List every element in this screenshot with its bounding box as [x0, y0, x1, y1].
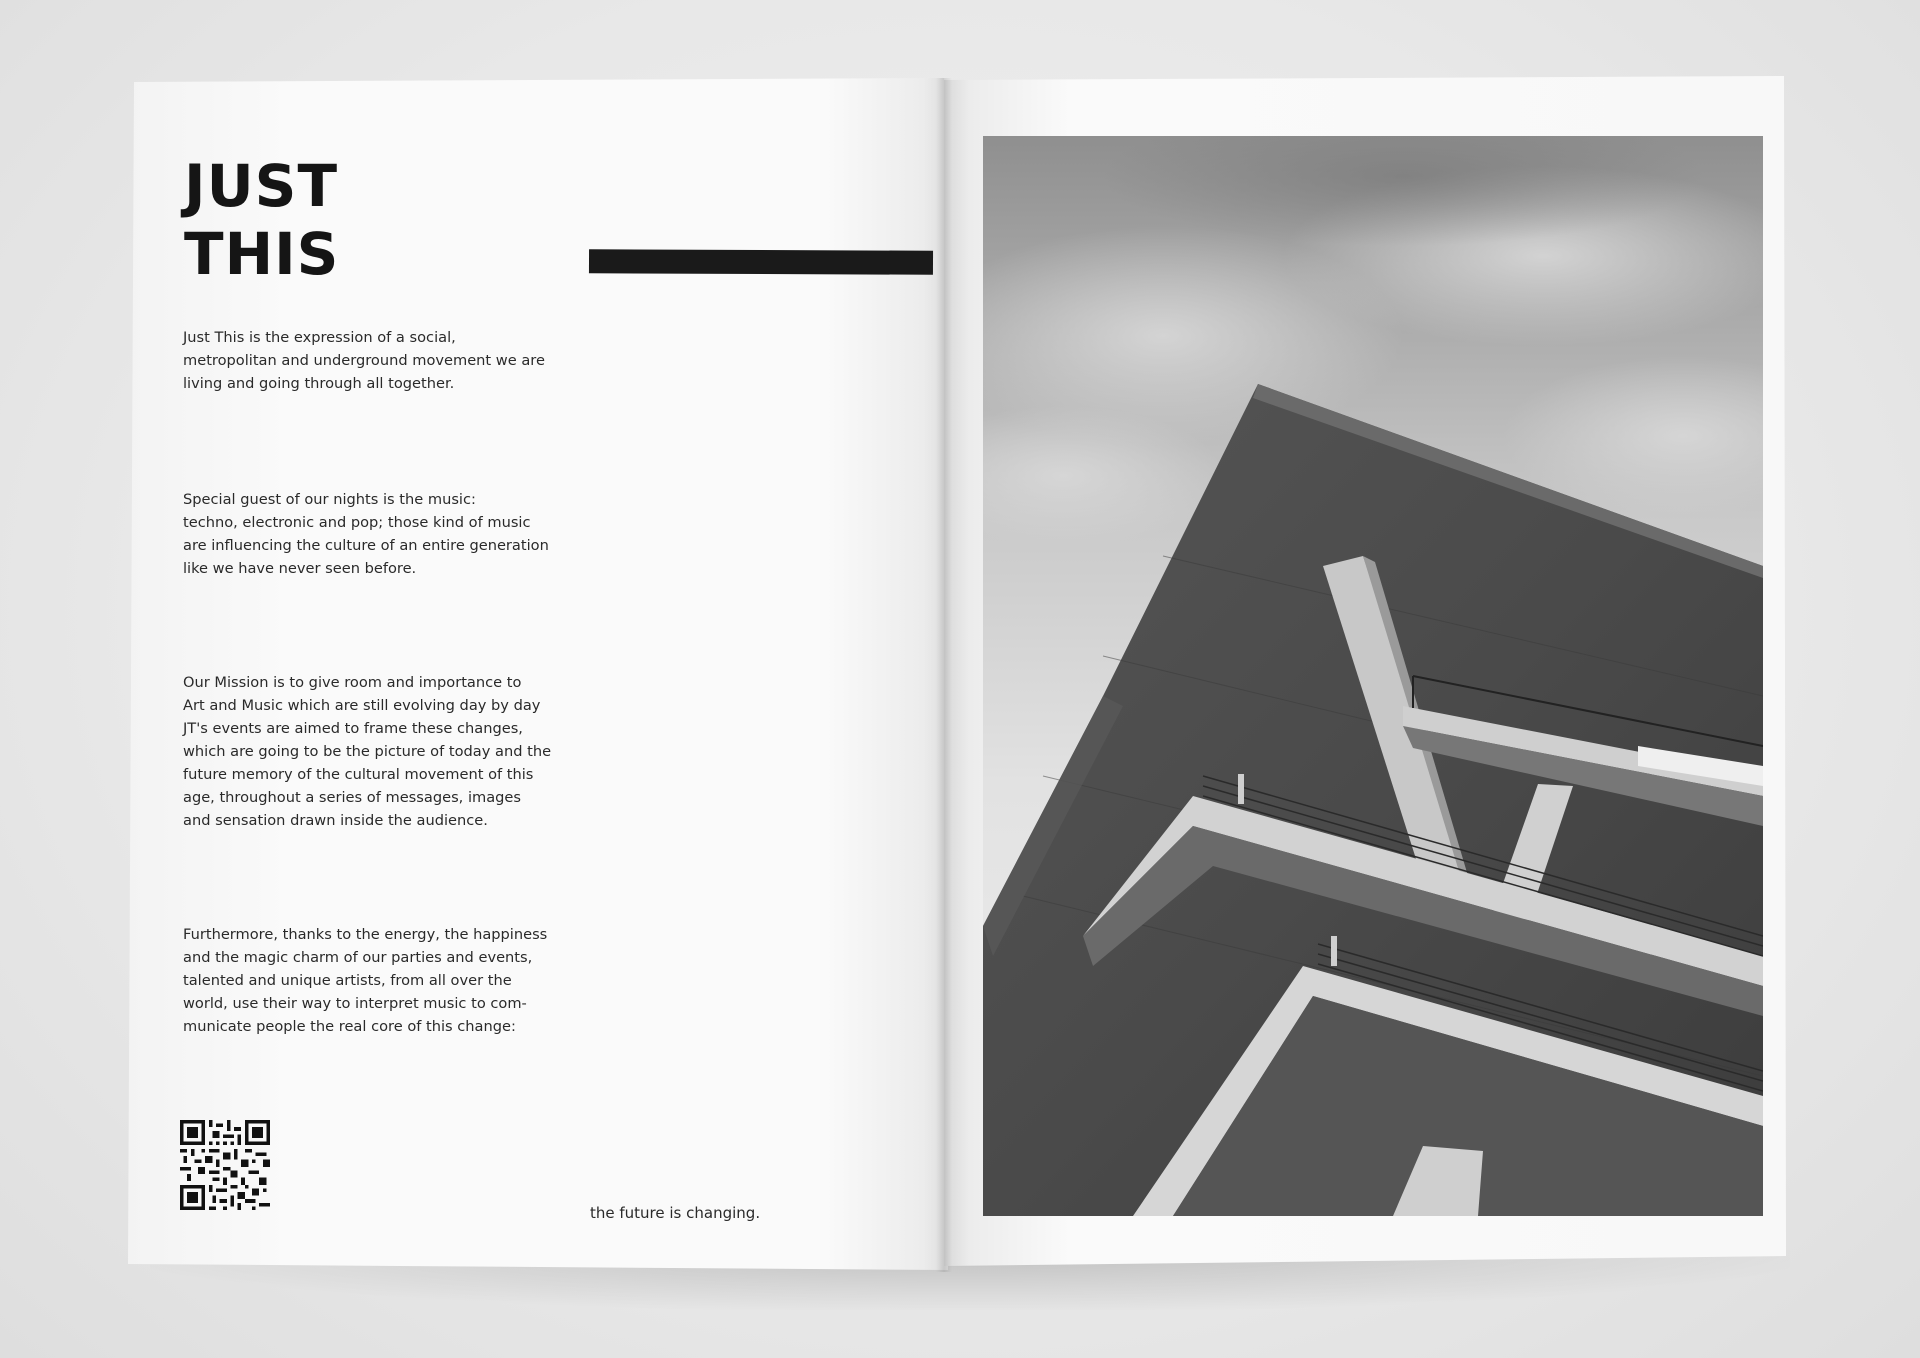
text-line: municate people the real core of this change: [183, 1018, 516, 1035]
paragraph-intro [183, 326, 553, 395]
text-line: age, throughout a series of messages, images [183, 789, 522, 806]
text-line: JT's events are aimed to frame these changes, [183, 720, 523, 737]
text-line: which are going to be the picture of today and the [183, 743, 552, 760]
footer-tagline: the future is changing. [590, 1204, 761, 1222]
text-line: metropolitan and underground movement we are [183, 352, 545, 369]
text-line: world, use their way to interpret music to com- [183, 995, 527, 1012]
paragraph-artists [183, 923, 553, 1038]
text-line: Furthermore, thanks to the energy, the happiness [183, 926, 548, 943]
paragraph-mission [183, 671, 553, 832]
page-title [184, 152, 339, 288]
spine-gutter [936, 78, 952, 1272]
text-line: living and going through all together. [183, 375, 455, 392]
text-line: talented and unique artists, from all over the [183, 972, 512, 989]
text-line: and sensation drawn inside the audience. [183, 812, 488, 829]
text-line: Special guest of our nights is the music: [183, 491, 476, 508]
text-line: future memory of the cultural movement of this [183, 766, 534, 783]
title-line: JUST [184, 152, 339, 220]
text-line: Just This is the expression of a social, [183, 329, 456, 346]
qr-code-icon[interactable] [180, 1120, 270, 1210]
title-line: THIS [184, 220, 340, 288]
text-line: and the magic charm of our parties and events, [183, 949, 533, 966]
text-line: are influencing the culture of an entire generation [183, 537, 549, 554]
text-line: like we have never seen before. [183, 560, 417, 577]
paragraph-music [183, 488, 553, 580]
black-rule-bar [589, 249, 933, 275]
architecture-photo [983, 136, 1763, 1216]
text-line: Art and Music which are still evolving day by day [183, 697, 541, 714]
text-line: Our Mission is to give room and importance to [183, 674, 522, 691]
text-line: techno, electronic and pop; those kind of music [183, 514, 531, 531]
